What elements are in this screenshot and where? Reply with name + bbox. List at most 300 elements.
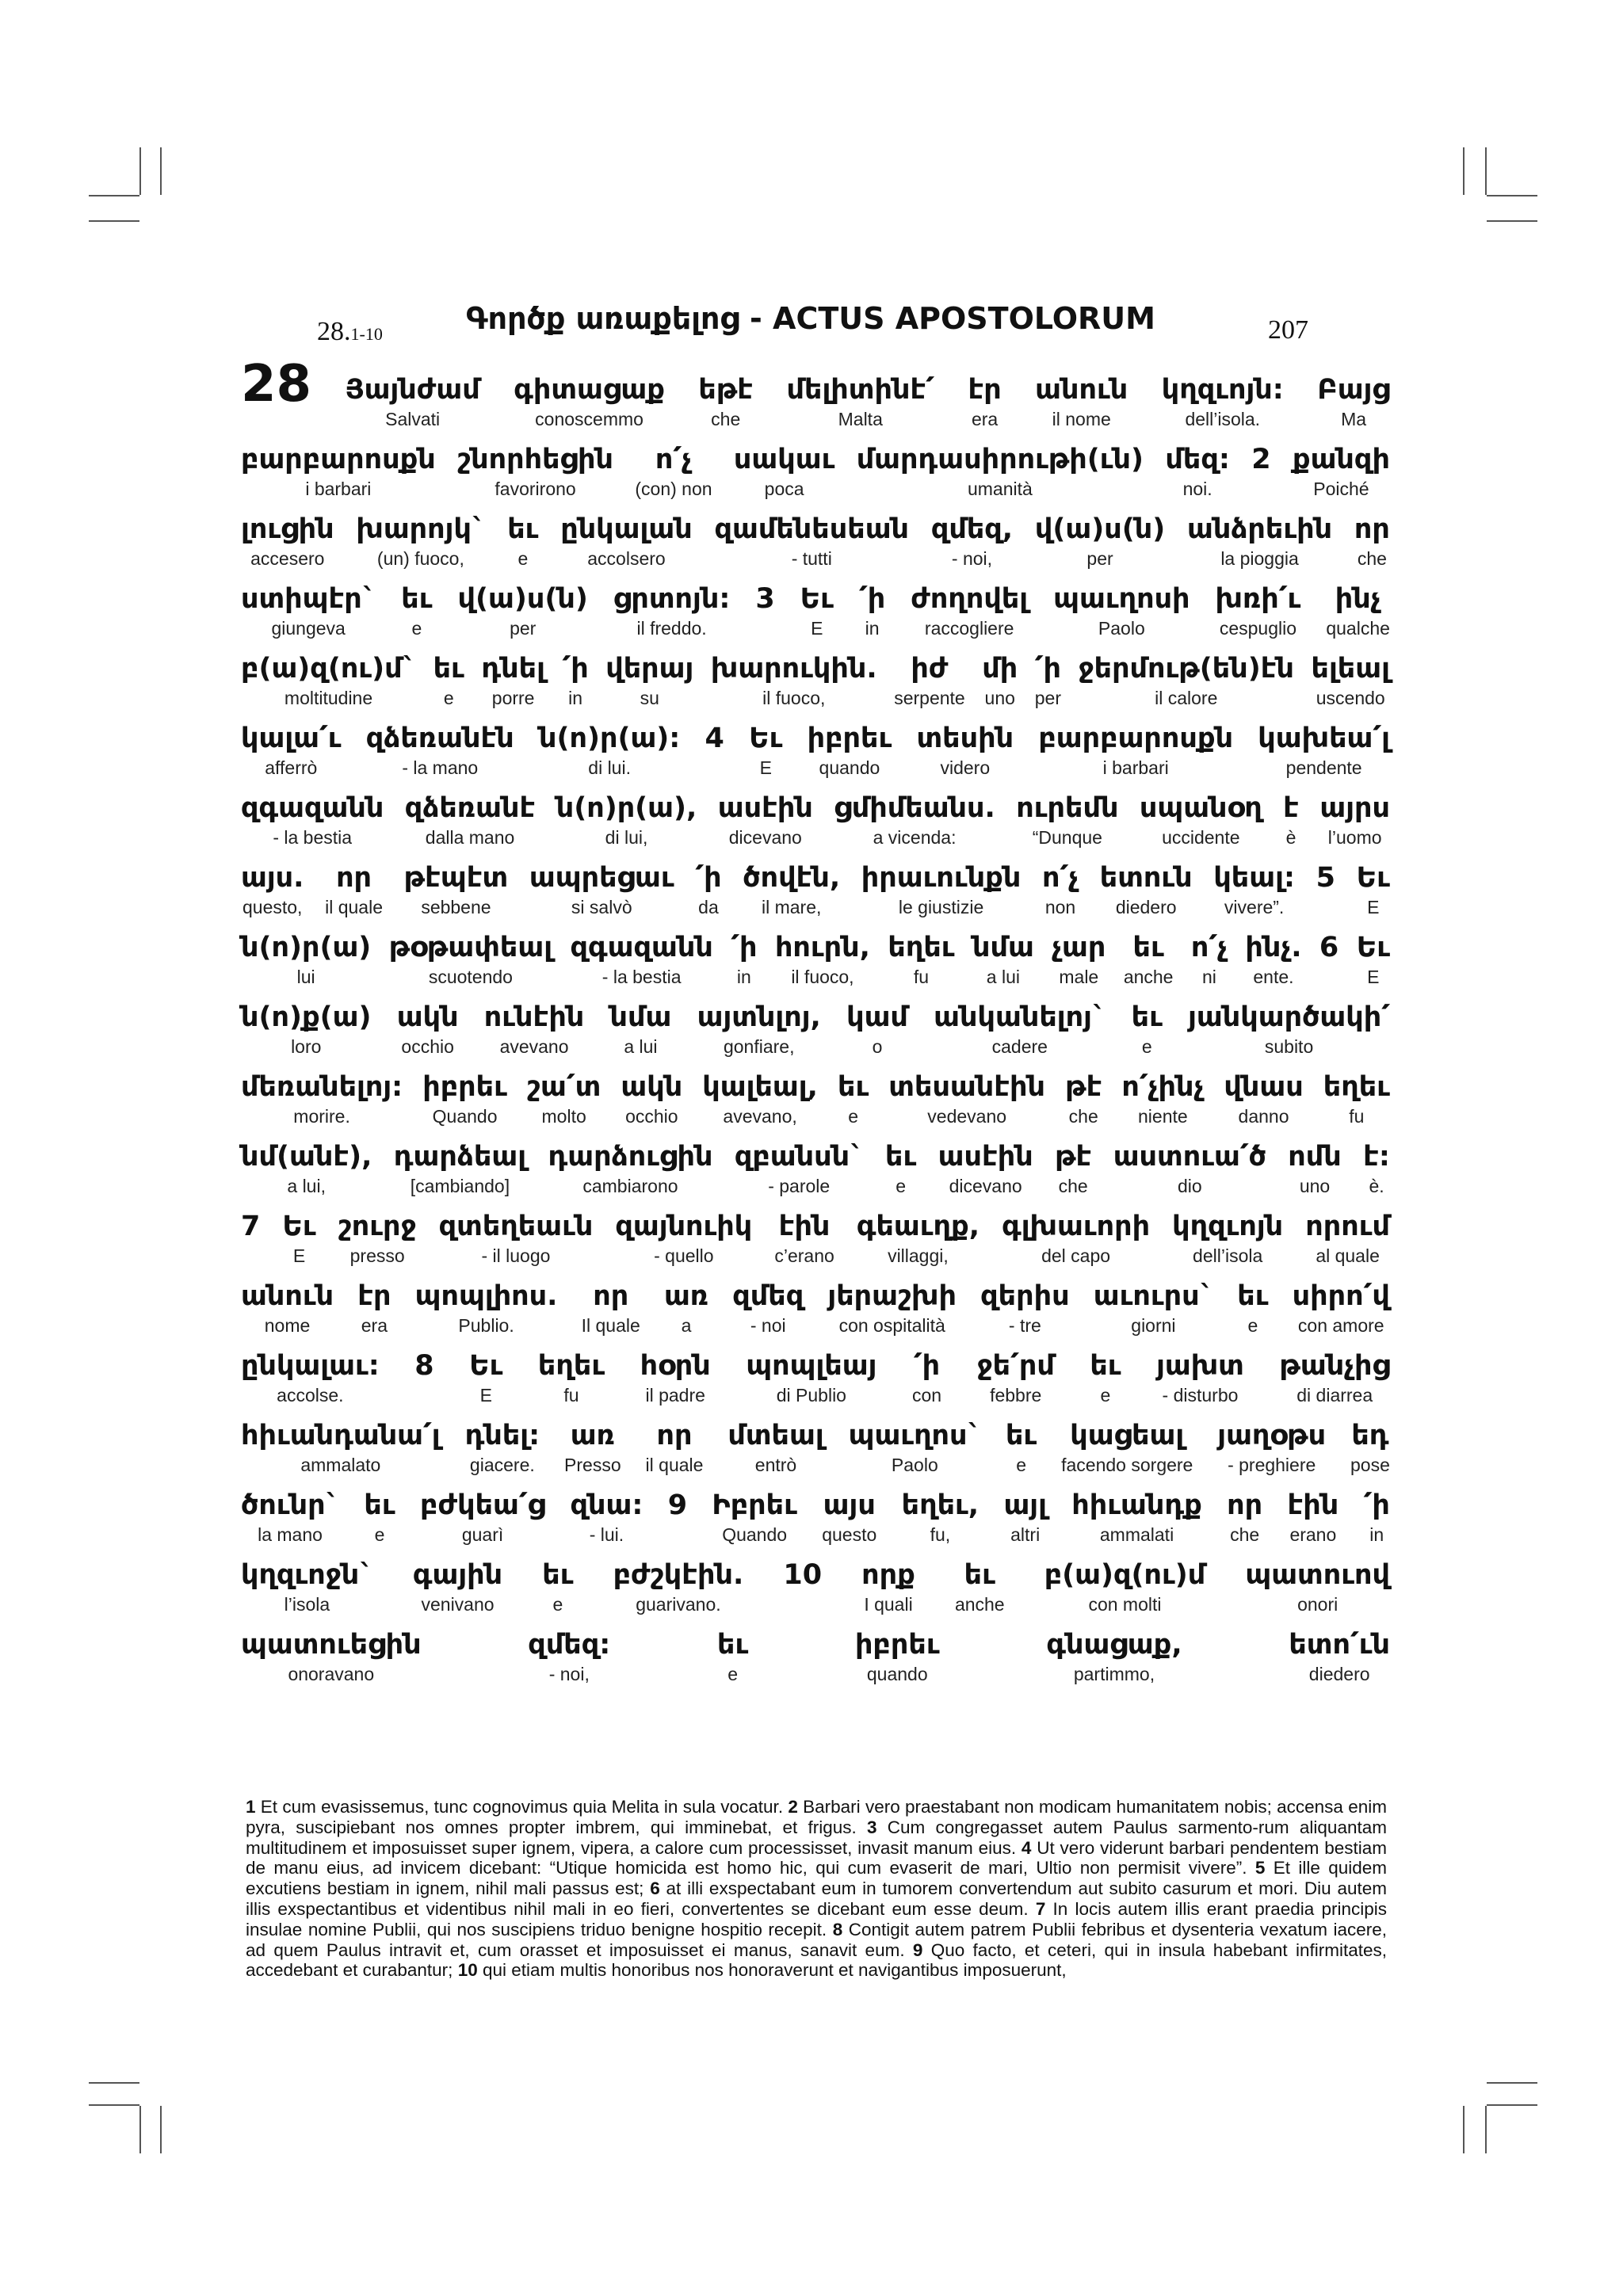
- crop-mark: [1485, 147, 1487, 195]
- armenian-word: ո՛չ: [655, 444, 692, 475]
- word-pair: [241, 1348, 380, 1407]
- armenian-word: թէպէտ: [403, 862, 509, 894]
- italian-gloss: il mare,: [761, 897, 822, 917]
- reference-main: 28.: [317, 317, 351, 346]
- italian-gloss: partimmo,: [1073, 1664, 1155, 1684]
- armenian-word: նմա: [972, 932, 1034, 963]
- armenian-word: աստուա՛ծ: [1113, 1141, 1266, 1173]
- armenian-word: նմ(անէ),: [241, 1141, 372, 1173]
- armenian-word: գիտացաք: [514, 374, 665, 406]
- word-pair: [548, 1139, 712, 1198]
- word-pair: [968, 372, 1001, 431]
- word-pair: [1156, 1348, 1244, 1407]
- armenian-word: բարբարոսքն: [241, 444, 436, 475]
- armenian-word: վ(ա)ս(ն): [457, 583, 588, 615]
- word-pair: [364, 1488, 395, 1547]
- armenian-word: է:: [1363, 1141, 1390, 1173]
- italian-gloss: e: [1100, 1385, 1111, 1405]
- word-pair: [787, 372, 934, 431]
- armenian-word: իբրեւ: [854, 1629, 940, 1661]
- word-pair: [1090, 1348, 1121, 1407]
- armenian-word: որ: [1354, 513, 1390, 545]
- armenian-word: ցրտոյն:: [613, 583, 731, 615]
- armenian-word: յախտ: [1156, 1350, 1244, 1382]
- word-row: [241, 1268, 1390, 1337]
- word-pair: [1224, 1070, 1303, 1128]
- italian-gloss: facendo sorgere: [1061, 1455, 1193, 1475]
- italian-gloss: uccidente: [1162, 827, 1240, 848]
- armenian-word: ինչ.: [1245, 932, 1302, 963]
- word-pair: [397, 1000, 459, 1058]
- italian-gloss: raccogliere: [924, 618, 1014, 639]
- armenian-word: յանկարծակի՛: [1188, 1001, 1390, 1033]
- italian-gloss: Presso: [564, 1455, 621, 1475]
- word-row: [241, 1407, 1390, 1477]
- word-pair: [800, 582, 834, 640]
- armenian-word: զտեղեաւն: [438, 1211, 594, 1242]
- armenian-word: վնաս: [1224, 1071, 1304, 1103]
- armenian-word: զամենեսեան: [714, 513, 910, 545]
- italian-gloss: sebbene: [421, 897, 491, 917]
- armenian-word: զմեզ,: [930, 513, 1014, 545]
- word-pair: [849, 1418, 981, 1477]
- word-pair: [282, 1209, 315, 1268]
- armenian-word: թանչից: [1279, 1350, 1390, 1382]
- word-pair: [389, 930, 552, 989]
- armenian-word: Եւ: [1356, 862, 1390, 894]
- word-pair: [982, 651, 1018, 710]
- armenian-word: Բայց: [1317, 374, 1390, 406]
- armenian-word: 8: [414, 1350, 434, 1382]
- italian-gloss: lui: [296, 967, 315, 987]
- italian-gloss: febbre: [990, 1385, 1042, 1405]
- word-pair: [695, 860, 721, 919]
- italian-gloss: - tre: [1008, 1315, 1041, 1336]
- text-line: [241, 1268, 1390, 1337]
- italian-gloss: (un) fuoco,: [376, 548, 464, 569]
- text-line: [241, 355, 1390, 431]
- word-pair: [1288, 1139, 1341, 1198]
- word-pair: [1279, 1348, 1390, 1407]
- word-pair: [717, 1627, 748, 1686]
- crop-mark: [1487, 220, 1537, 222]
- word-pair: [838, 1070, 869, 1128]
- latin-verse-text: Quo facto, et ceteri, qui in insula habebant infirmitates, accedebant et curabantur;: [246, 1939, 1387, 1981]
- italian-gloss: che: [1068, 1106, 1098, 1127]
- interlinear-text: [241, 355, 1390, 1686]
- armenian-word: այս.: [241, 862, 304, 894]
- word-pair: [1287, 1488, 1338, 1547]
- reference-range: 1-10: [350, 324, 383, 344]
- italian-gloss: - parole: [768, 1176, 831, 1196]
- armenian-word: 7: [241, 1211, 261, 1242]
- word-pair: [822, 1488, 876, 1547]
- armenian-word: զնա:: [570, 1489, 643, 1521]
- latin-verse-number: 4: [1021, 1837, 1032, 1858]
- latin-verse-text: at illi exspectabant eum in tumorem convertendum aut subito casurum et mori. Diu autem illis exspectantibus et videntibus nihil mali in eo fieri, convertentes se dicebant eum esse deum.: [246, 1878, 1387, 1919]
- italian-gloss: E: [479, 1385, 492, 1405]
- italian-gloss: molto: [541, 1106, 586, 1127]
- text-line: [241, 849, 1390, 919]
- armenian-word: որ: [593, 1280, 629, 1312]
- word-pair: [1354, 512, 1390, 570]
- word-pair: [570, 930, 712, 989]
- word-pair: [972, 930, 1034, 989]
- word-pair: [562, 651, 588, 710]
- italian-gloss: Il quale: [581, 1315, 640, 1336]
- word-pair: [1006, 1418, 1037, 1477]
- italian-gloss: pose: [1350, 1455, 1390, 1475]
- text-line: [241, 640, 1390, 710]
- italian-gloss: ammalato: [300, 1455, 381, 1475]
- armenian-word: այրս: [1319, 792, 1390, 824]
- armenian-word: զմեզ: [732, 1280, 804, 1312]
- armenian-word: պատուով: [1245, 1559, 1390, 1591]
- text-line: [241, 570, 1390, 640]
- word-pair: [861, 860, 1022, 919]
- italian-gloss: non: [1044, 897, 1076, 917]
- word-row: [241, 849, 1390, 919]
- word-pair: [698, 372, 753, 431]
- italian-gloss: E: [1367, 967, 1380, 987]
- armenian-word: խռի՛ւ: [1215, 583, 1301, 615]
- word-pair: [702, 1070, 818, 1128]
- word-pair: [325, 860, 383, 919]
- italian-gloss: morire.: [293, 1106, 350, 1127]
- word-pair: [241, 1627, 422, 1686]
- word-pair: [1312, 651, 1390, 710]
- italian-gloss: i barbari: [305, 479, 372, 499]
- armenian-word: ասէին: [938, 1141, 1033, 1173]
- armenian-word: այս: [823, 1489, 876, 1521]
- armenian-word: եւ: [364, 1489, 395, 1521]
- armenian-word: ոմն: [1288, 1141, 1342, 1173]
- armenian-word: գնացաք,: [1046, 1629, 1182, 1661]
- word-pair: [1094, 1279, 1213, 1337]
- text-line: [241, 1477, 1390, 1547]
- armenian-word: եղեւ: [1323, 1071, 1390, 1103]
- armenian-word: Եւ: [800, 583, 834, 615]
- word-pair: [938, 1139, 1033, 1198]
- armenian-word: դարձեալ: [393, 1141, 527, 1173]
- italian-gloss: era: [361, 1315, 388, 1336]
- word-pair: [529, 860, 674, 919]
- word-pair: [1046, 1627, 1182, 1686]
- armenian-word: որ: [1227, 1489, 1263, 1521]
- armenian-word: շուրջ: [338, 1211, 417, 1242]
- word-pair: [955, 1558, 1005, 1616]
- verse-number: [241, 1209, 260, 1268]
- armenian-word: գլխաւորի: [1002, 1211, 1151, 1242]
- italian-gloss: con: [911, 1385, 942, 1405]
- italian-gloss: conoscemmo: [535, 409, 643, 429]
- word-row: [241, 570, 1390, 640]
- armenian-word: պոպլեայ: [746, 1350, 877, 1382]
- crop-mark: [1463, 2106, 1465, 2153]
- word-pair: [861, 1558, 915, 1616]
- word-pair: [527, 1070, 601, 1128]
- armenian-word: որք: [861, 1559, 915, 1591]
- italian-gloss: il quale: [645, 1455, 704, 1475]
- armenian-word: եւ: [542, 1559, 574, 1591]
- armenian-word: իրաւունքն: [861, 862, 1022, 894]
- italian-gloss: [1327, 965, 1331, 989]
- armenian-word: եւ: [717, 1629, 749, 1661]
- italian-gloss: - tutti: [791, 548, 832, 569]
- italian-gloss: il padre: [645, 1385, 705, 1405]
- armenian-word: ՛ի: [1034, 653, 1062, 685]
- word-row: [241, 1337, 1390, 1407]
- armenian-word: ասէին: [717, 792, 813, 824]
- italian-gloss: ammalati: [1099, 1524, 1174, 1545]
- armenian-word: լուցին: [241, 513, 334, 545]
- word-pair: [422, 1070, 507, 1128]
- word-pair: [542, 1558, 573, 1616]
- chapter-verse-reference: [317, 317, 383, 347]
- word-pair: [241, 1070, 403, 1128]
- word-pair: [1016, 791, 1118, 849]
- italian-gloss: qualche: [1326, 618, 1390, 639]
- word-pair: [241, 791, 384, 849]
- armenian-word: եւ: [401, 583, 433, 615]
- armenian-word: ՛ի: [731, 932, 758, 963]
- armenian-word: անկանելոյ`: [934, 1001, 1106, 1033]
- armenian-word: պաւղոսի: [1053, 583, 1190, 615]
- crop-mark: [1487, 2104, 1537, 2106]
- italian-gloss: poca: [764, 479, 804, 499]
- armenian-word: էր: [968, 374, 1002, 406]
- latin-verse-number: 7: [1035, 1898, 1046, 1919]
- italian-gloss: - preghiere: [1228, 1455, 1316, 1475]
- word-pair: [346, 372, 480, 431]
- italian-gloss: accolsero: [587, 548, 666, 569]
- italian-gloss: altri: [1010, 1524, 1041, 1545]
- word-pair: [846, 1000, 908, 1058]
- italian-gloss: vedevano: [927, 1106, 1007, 1127]
- word-pair: [712, 1488, 796, 1547]
- armenian-word: զգազանն: [241, 792, 384, 824]
- word-pair: [241, 651, 416, 710]
- word-pair: [732, 1279, 804, 1337]
- verse-number: [1319, 930, 1338, 989]
- word-pair: [241, 1000, 372, 1058]
- word-pair: [931, 512, 1013, 570]
- italian-gloss: giorni: [1131, 1315, 1176, 1336]
- armenian-word: հօրն: [640, 1350, 711, 1382]
- word-pair: [735, 1139, 864, 1198]
- word-pair: [1364, 1488, 1390, 1547]
- italian-gloss: fu: [913, 967, 930, 987]
- armenian-word: թէ: [1065, 1071, 1102, 1103]
- word-pair: [1071, 1488, 1202, 1547]
- armenian-word: առ: [663, 1280, 709, 1312]
- italian-gloss: i barbari: [1102, 757, 1169, 778]
- word-pair: [404, 860, 509, 919]
- word-pair: [1055, 1139, 1091, 1198]
- text-line: [241, 501, 1390, 570]
- word-pair: [241, 1418, 441, 1477]
- latin-verse-text: Barbari vero praestabant non modicam humanitatem nobis; accensa enim pyra, suscipiebant nos omnes propter imbrem, qui imminebat, et frigus.: [246, 1797, 1387, 1837]
- italian-gloss: a vicenda:: [873, 827, 957, 848]
- italian-gloss: e: [1016, 1455, 1026, 1475]
- armenian-word: բարբարոսքն: [1038, 723, 1234, 754]
- italian-gloss: che: [1357, 548, 1387, 569]
- word-pair: [859, 582, 885, 640]
- armenian-word: ն(ո)ր(ա),: [556, 792, 697, 824]
- armenian-word: եւ: [964, 1559, 995, 1591]
- armenian-word: ժողովել: [911, 583, 1029, 615]
- word-pair: [1187, 512, 1332, 570]
- text-line: [241, 989, 1390, 1058]
- italian-gloss: del capo: [1041, 1245, 1111, 1266]
- word-pair: [697, 1000, 821, 1058]
- italian-gloss: afferrò: [265, 757, 318, 778]
- italian-gloss: [1323, 895, 1328, 919]
- latin-vulgate-text: [246, 1797, 1387, 1981]
- word-pair: [1245, 930, 1301, 989]
- italian-gloss: che: [1058, 1176, 1088, 1196]
- italian-gloss: e: [411, 618, 422, 639]
- italian-gloss: [248, 1244, 253, 1268]
- armenian-word: եղեւ: [537, 1350, 605, 1382]
- crop-mark: [160, 147, 162, 195]
- italian-gloss: - noi,: [548, 1664, 590, 1684]
- italian-gloss: venivano: [421, 1594, 495, 1615]
- word-pair: [912, 1348, 941, 1407]
- italian-gloss: - lui.: [589, 1524, 624, 1545]
- italian-gloss: cadere: [991, 1036, 1048, 1057]
- word-pair: [980, 1279, 1069, 1337]
- word-pair: [1079, 651, 1294, 710]
- text-line: [241, 431, 1390, 501]
- italian-gloss: a lui: [624, 1036, 658, 1057]
- word-row: [241, 1128, 1390, 1198]
- word-pair: [1363, 1139, 1390, 1198]
- armenian-word: ՛ի: [562, 653, 589, 685]
- italian-gloss: dio: [1177, 1176, 1202, 1196]
- italian-gloss: le giustizie: [898, 897, 984, 917]
- italian-gloss: onoravano: [288, 1664, 375, 1684]
- armenian-word: զերիս: [980, 1280, 1070, 1312]
- italian-gloss: - la bestia: [273, 827, 353, 848]
- armenian-word: տեսին: [916, 723, 1014, 754]
- italian-gloss: la mano: [258, 1524, 323, 1545]
- armenian-word: ՛ի: [858, 583, 886, 615]
- armenian-word: ինչ: [1335, 583, 1381, 615]
- word-pair: [1065, 1070, 1102, 1128]
- italian-gloss: cespuglio: [1219, 618, 1297, 639]
- armenian-word: պաւղոս`: [848, 1420, 982, 1451]
- italian-gloss: c’erano: [774, 1245, 834, 1266]
- italian-gloss: [422, 1383, 426, 1407]
- word-pair: [1216, 582, 1301, 640]
- word-pair: [1140, 791, 1262, 849]
- italian-gloss: e: [848, 1106, 858, 1127]
- armenian-word: բժկեա՛ց: [419, 1489, 546, 1521]
- word-pair: [743, 860, 840, 919]
- italian-gloss: uno: [1299, 1176, 1331, 1196]
- armenian-word: ընկալան: [560, 513, 693, 545]
- armenian-word: եւ: [1132, 932, 1164, 963]
- word-pair: [1237, 1279, 1268, 1337]
- italian-gloss: dicevano: [728, 827, 802, 848]
- armenian-word: էին: [1287, 1489, 1339, 1521]
- word-pair: [528, 1627, 610, 1686]
- italian-gloss: quando: [819, 757, 880, 778]
- armenian-word: Յայնժամ: [345, 374, 480, 406]
- armenian-word: բ(ա)զ(ու)մ`: [241, 653, 417, 685]
- word-pair: [539, 721, 680, 780]
- italian-gloss: fu: [563, 1385, 579, 1405]
- word-pair: [241, 1279, 334, 1337]
- italian-gloss: in: [568, 688, 583, 708]
- italian-gloss: anche: [1123, 967, 1174, 987]
- armenian-word: 10: [783, 1559, 823, 1591]
- word-pair: [1191, 930, 1228, 989]
- armenian-word: վերայ: [605, 653, 694, 685]
- armenian-word: սպանօղ: [1139, 792, 1262, 824]
- armenian-word: 5: [1316, 862, 1335, 894]
- armenian-word: եդ: [1351, 1420, 1389, 1451]
- word-pair: [366, 721, 514, 780]
- word-row: [241, 1477, 1390, 1547]
- word-pair: [615, 1209, 752, 1268]
- italian-gloss: uscendo: [1316, 688, 1385, 708]
- verse-number: [783, 1558, 822, 1616]
- italian-gloss: giungeva: [271, 618, 346, 639]
- italian-gloss: porre: [491, 688, 535, 708]
- crop-mark: [1487, 195, 1537, 196]
- word-pair: [1035, 651, 1061, 710]
- word-pair: [241, 1488, 339, 1547]
- italian-gloss: vivere”.: [1224, 897, 1285, 917]
- word-pair: [635, 442, 712, 501]
- word-pair: [749, 721, 782, 780]
- word-pair: [1003, 1488, 1046, 1547]
- italian-gloss: E: [811, 618, 823, 639]
- italian-gloss: E: [292, 1245, 306, 1266]
- armenian-word: ակն: [396, 1001, 459, 1033]
- italian-gloss: serpente: [894, 688, 965, 708]
- word-pair: [1293, 1279, 1390, 1337]
- word-pair: [605, 651, 693, 710]
- italian-gloss: [675, 1523, 680, 1547]
- italian-gloss: onori: [1297, 1594, 1338, 1615]
- word-pair: [241, 442, 436, 501]
- armenian-word: ջե՛րմ: [976, 1350, 1055, 1382]
- italian-gloss: il freddo.: [636, 618, 707, 639]
- armenian-word: զայնուիկ: [615, 1211, 753, 1242]
- italian-gloss: quando: [866, 1664, 928, 1684]
- italian-gloss: I quali: [864, 1594, 913, 1615]
- armenian-word: 28: [241, 355, 312, 414]
- armenian-word: ընկալաւ:: [241, 1350, 380, 1382]
- italian-gloss: dell’isola: [1193, 1245, 1263, 1266]
- running-title: Գործք առաքելոց - ACTUS APOSTOLORUM: [466, 301, 1155, 336]
- word-pair: [885, 1139, 916, 1198]
- text-line: [241, 1407, 1390, 1477]
- armenian-word: եղեւ: [888, 932, 955, 963]
- italian-gloss: - disturbo: [1162, 1385, 1239, 1405]
- italian-gloss: di diarrea: [1296, 1385, 1373, 1405]
- crop-mark: [89, 220, 139, 222]
- armenian-word: զմեզ:: [528, 1629, 611, 1661]
- italian-gloss: uno: [984, 688, 1015, 708]
- crop-mark: [139, 2106, 141, 2153]
- armenian-word: որ: [656, 1420, 693, 1451]
- armenian-word: կղզւոջն`: [241, 1559, 373, 1591]
- italian-gloss: loro: [291, 1036, 322, 1057]
